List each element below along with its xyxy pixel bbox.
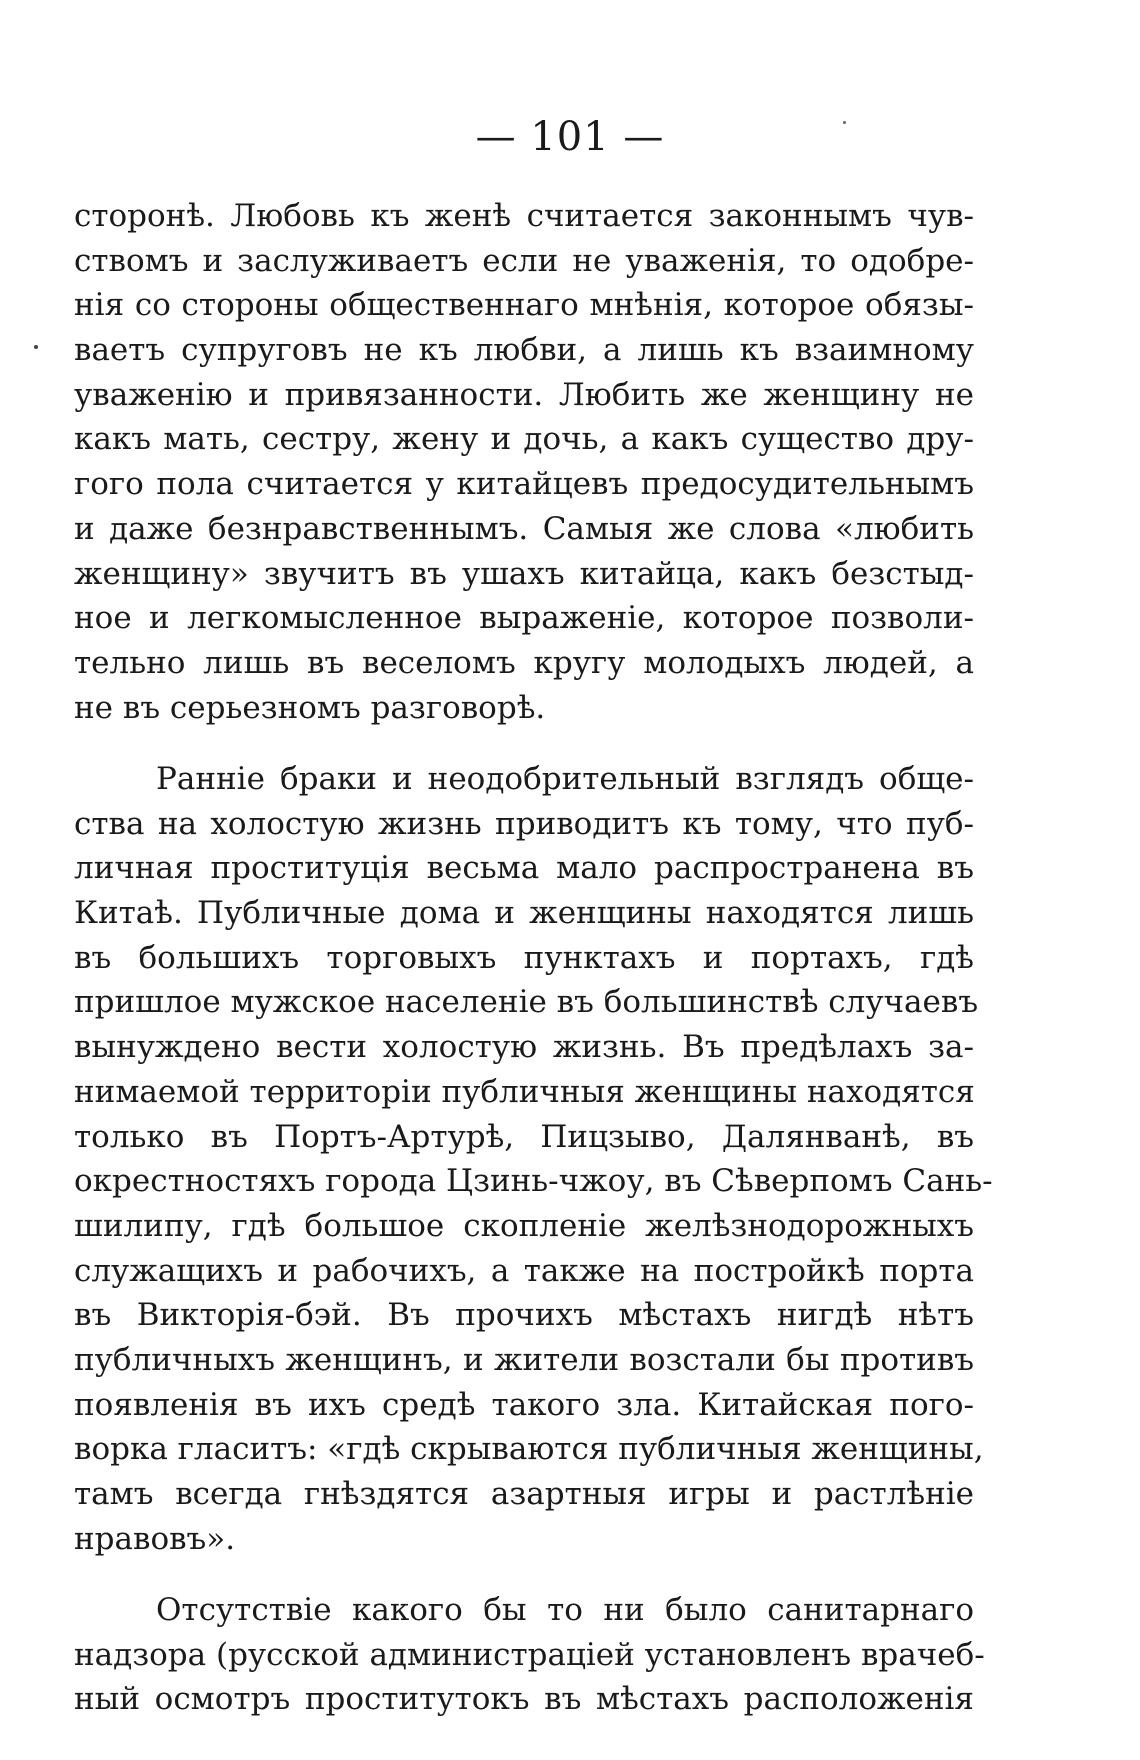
text-line: ства на холостую жизнь приводитъ къ тому, что пуб-	[74, 805, 974, 842]
print-speck	[843, 121, 846, 124]
text-line: тамъ всегда гнѣздятся азартныя игры и растлѣніе	[74, 1476, 974, 1512]
text-line: ствомъ и заслуживаетъ если не уваженія, то одобре-	[74, 242, 974, 279]
text-line: женщину» звучитъ въ ушахъ китайца, какъ безстыд-	[74, 555, 974, 592]
text-line: сторонѣ. Любовь къ женѣ считается законнымъ чув-	[74, 198, 974, 234]
text-line: и даже безнравственнымъ. Самыя же слова «любить	[74, 510, 974, 547]
text-line: нравовъ».	[74, 1520, 236, 1557]
text-line: въ большихъ торговыхъ пунктахъ и портахъ, гдѣ	[74, 939, 974, 976]
text-line: ный осмотръ проститутокъ въ мѣстахъ расположенія	[74, 1681, 974, 1718]
text-line: публичныхъ женщинъ, и жители возстали бы противъ	[74, 1341, 974, 1378]
text-line: гого пола считается у китайцевъ предосудительнымъ	[74, 466, 974, 503]
text-line: какъ мать, сестру, жену и дочь, а какъ существо дру-	[74, 421, 974, 458]
text-line: ное и легкомысленное выраженіе, которое позволи-	[74, 600, 974, 637]
text-line: уваженію и привязанности. Любить же женщину не	[74, 376, 974, 413]
text-line: надзора (русской администраціей установленъ врачеб-	[74, 1636, 985, 1673]
text-line: появленія въ ихъ средѣ такого зла. Китайская пого-	[74, 1386, 974, 1423]
text-line: личная проституція весьма мало распространена въ	[74, 850, 974, 887]
page-number: — 101 —	[475, 114, 665, 160]
text-line: нимаемой территоріи публичныя женщины находятся	[74, 1073, 975, 1110]
text-line: Ранніе браки и неодобрительный взглядъ обще-	[156, 761, 974, 797]
text-line: пришлое мужское населеніе въ большинствѣ случаевъ	[74, 984, 979, 1021]
text-line: вынуждено вести холостую жизнь. Въ предѣлахъ за-	[74, 1029, 974, 1066]
paragraph-2	[74, 757, 993, 1561]
paragraph-1	[74, 194, 974, 730]
margin-mark	[34, 345, 38, 349]
text-line: служащихъ и рабочихъ, а также на постройкѣ порта	[74, 1252, 974, 1289]
text-line: Отсутствіе какого бы то ни было санитарнаго	[156, 1592, 974, 1628]
text-line: только въ Портъ-Артурѣ, Пицзыво, Далянванѣ, въ	[74, 1118, 974, 1155]
text-line: въ Викторія-бэй. Въ прочихъ мѣстахъ нигдѣ нѣтъ	[74, 1297, 974, 1334]
text-line: шилипу, гдѣ большое скопленіе желѣзнодорожныхъ	[74, 1207, 974, 1244]
text-line: Китаѣ. Публичные дома и женщины находятся лишь	[74, 895, 974, 932]
text-line: ворка гласитъ: «гдѣ скрываются публичныя женщины,	[74, 1431, 984, 1468]
text-line: нія со стороны общественнаго мнѣнія, которое обязы-	[74, 287, 974, 324]
text-line: не въ серьезномъ разговорѣ.	[74, 689, 546, 726]
paragraph-3	[74, 1588, 985, 1722]
text-line: ваетъ супруговъ не къ любви, а лишь къ взаимному	[74, 332, 974, 369]
text-line: тельно лишь въ веселомъ кругу молодыхъ людей, а	[74, 644, 974, 681]
text-line: окрестностяхъ города Цзинь-чжоу, въ Сѣверпомъ Сань-	[74, 1163, 993, 1200]
